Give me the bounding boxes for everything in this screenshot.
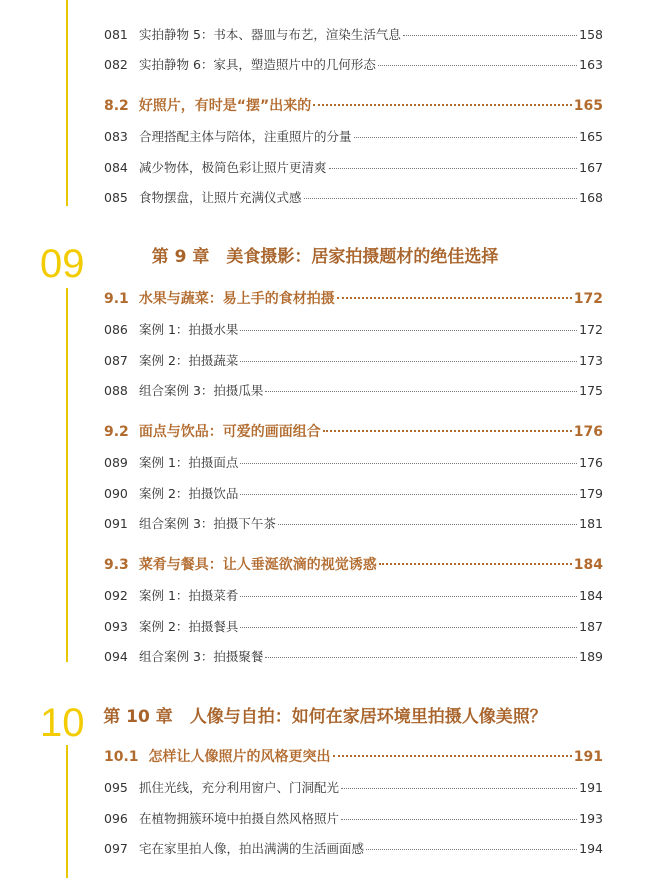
entry-title: 食物摆盘，让照片充满仪式感 xyxy=(139,190,302,205)
toc-entry[interactable] xyxy=(104,839,603,857)
chapter-10-number: 10 xyxy=(40,701,85,745)
entry-number: 096 xyxy=(104,811,128,826)
chapter-9-title: 第 9 章 美食摄影：居家拍摄题材的绝佳选择 xyxy=(151,247,499,267)
entry-page: 184 xyxy=(579,588,603,603)
entry-number: 094 xyxy=(104,649,128,664)
section-number: 8.2 xyxy=(104,98,129,114)
entry-number: 093 xyxy=(104,619,128,634)
entry-page: 168 xyxy=(579,190,603,205)
chapter-10-rule xyxy=(66,745,68,878)
toc-entry[interactable] xyxy=(104,188,603,206)
toc-entry[interactable] xyxy=(104,778,603,796)
entry-title: 案例 1：拍摄菜肴 xyxy=(139,588,239,603)
section-heading-10-1[interactable] xyxy=(104,746,603,766)
entry-number: 082 xyxy=(104,57,128,72)
leader-dots xyxy=(337,297,572,299)
leader-dots xyxy=(304,198,578,199)
leader-dots xyxy=(240,596,577,597)
leader-dots xyxy=(333,755,572,757)
leader-dots xyxy=(265,657,577,658)
section-heading-8-2[interactable] xyxy=(104,95,603,115)
toc-entry[interactable] xyxy=(104,351,603,369)
entry-page: 191 xyxy=(579,780,603,795)
section-page: 172 xyxy=(573,291,603,307)
section-heading-9-2[interactable] xyxy=(104,421,603,441)
section-title: 面点与饮品：可爱的画面组合 xyxy=(138,424,321,440)
entry-number: 081 xyxy=(104,27,128,42)
toc-entry[interactable] xyxy=(104,453,603,471)
entry-page: 172 xyxy=(579,322,603,337)
entry-number: 089 xyxy=(104,455,128,470)
section-page: 191 xyxy=(573,749,603,765)
section-page: 176 xyxy=(573,424,603,440)
leader-dots xyxy=(313,104,572,106)
entry-title: 抓住光线，充分利用窗户、门洞配光 xyxy=(139,780,340,795)
toc-entry[interactable] xyxy=(104,381,603,399)
section-number: 9.3 xyxy=(104,557,129,573)
entry-number: 083 xyxy=(104,129,128,144)
entry-page: 175 xyxy=(579,383,603,398)
entry-title: 组合案例 3：拍摄瓜果 xyxy=(139,383,264,398)
leader-dots xyxy=(240,494,577,495)
chapter-8-rule xyxy=(66,0,68,206)
section-number: 10.1 xyxy=(104,749,139,765)
toc-entry[interactable] xyxy=(104,617,603,635)
entry-page: 193 xyxy=(579,811,603,826)
leader-dots xyxy=(403,35,577,36)
leader-dots xyxy=(354,137,578,138)
entry-page: 173 xyxy=(579,353,603,368)
leader-dots xyxy=(240,330,577,331)
entry-number: 088 xyxy=(104,383,128,398)
entry-number: 092 xyxy=(104,588,128,603)
section-title: 水果与蔬菜：易上手的食材拍摄 xyxy=(138,291,335,307)
entry-title: 案例 1：拍摄水果 xyxy=(139,322,239,337)
toc-entry[interactable] xyxy=(104,809,603,827)
entry-number: 084 xyxy=(104,160,128,175)
toc-entry[interactable] xyxy=(104,514,603,532)
entry-number: 085 xyxy=(104,190,128,205)
section-title: 菜肴与餐具：让人垂涎欲滴的视觉诱惑 xyxy=(138,557,377,573)
leader-dots xyxy=(379,563,572,565)
leader-dots xyxy=(323,430,572,432)
entry-title: 组合案例 3：拍摄下午茶 xyxy=(139,516,276,531)
leader-dots xyxy=(240,463,577,464)
entry-page: 176 xyxy=(579,455,603,470)
entry-number: 086 xyxy=(104,322,128,337)
entry-number: 090 xyxy=(104,486,128,501)
entry-title: 案例 1：拍摄面点 xyxy=(139,455,239,470)
toc-entry[interactable] xyxy=(104,158,603,176)
entry-title: 合理搭配主体与陪体，注重照片的分量 xyxy=(139,129,352,144)
entry-page: 181 xyxy=(579,516,603,531)
section-title: 怎样让人像照片的风格更突出 xyxy=(148,749,331,765)
section-page: 165 xyxy=(573,98,603,114)
leader-dots xyxy=(278,524,577,525)
leader-dots xyxy=(329,168,578,169)
chapter-9-rule xyxy=(66,288,68,662)
entry-number: 087 xyxy=(104,353,128,368)
entry-page: 189 xyxy=(579,649,603,664)
section-number: 9.2 xyxy=(104,424,129,440)
leader-dots xyxy=(341,788,577,789)
leader-dots xyxy=(240,361,577,362)
section-number: 9.1 xyxy=(104,291,129,307)
entry-page: 179 xyxy=(579,486,603,501)
leader-dots xyxy=(240,627,577,628)
entry-title: 案例 2：拍摄蔬菜 xyxy=(139,353,239,368)
entry-number: 091 xyxy=(104,516,128,531)
entry-title: 案例 2：拍摄餐具 xyxy=(139,619,239,634)
leader-dots xyxy=(366,849,577,850)
entry-page: 194 xyxy=(579,841,603,856)
entry-title: 实拍静物 6：家具，塑造照片中的几何形态 xyxy=(139,57,376,72)
toc-entry[interactable] xyxy=(104,127,603,145)
entry-number: 095 xyxy=(104,780,128,795)
entry-title: 减少物体，极简色彩让照片更清爽 xyxy=(139,160,327,175)
toc-entry[interactable] xyxy=(104,647,603,665)
leader-dots xyxy=(341,819,577,820)
leader-dots xyxy=(265,391,577,392)
entry-title: 案例 2：拍摄饮品 xyxy=(139,486,239,501)
entry-title: 在植物拥簇环境中拍摄自然风格照片 xyxy=(139,811,340,826)
entry-page: 165 xyxy=(579,129,603,144)
entry-page: 187 xyxy=(579,619,603,634)
toc-entry[interactable] xyxy=(104,484,603,502)
chapter-9-number: 09 xyxy=(40,242,85,286)
section-title: 好照片，有时是“摆”出来的 xyxy=(138,98,312,114)
entry-page: 167 xyxy=(579,160,603,175)
toc-entry[interactable] xyxy=(104,586,603,604)
leader-dots xyxy=(378,65,577,66)
entry-title: 宅在家里拍人像，拍出满满的生活画面感 xyxy=(139,841,365,856)
chapter-10-title: 第 10 章 人像与自拍：如何在家居环境里拍摄人像美照？ xyxy=(103,707,547,727)
toc-entry[interactable] xyxy=(104,320,603,338)
toc-entry[interactable] xyxy=(104,25,603,43)
section-heading-9-3[interactable] xyxy=(104,554,603,574)
entry-number: 097 xyxy=(104,841,128,856)
entry-page: 158 xyxy=(579,27,603,42)
section-page: 184 xyxy=(573,557,603,573)
entry-title: 实拍静物 5：书本、器皿与布艺，渲染生活气息 xyxy=(139,27,401,42)
entry-title: 组合案例 3：拍摄聚餐 xyxy=(139,649,264,664)
section-heading-9-1[interactable] xyxy=(104,288,603,308)
toc-entry[interactable] xyxy=(104,55,603,73)
entry-page: 163 xyxy=(579,57,603,72)
